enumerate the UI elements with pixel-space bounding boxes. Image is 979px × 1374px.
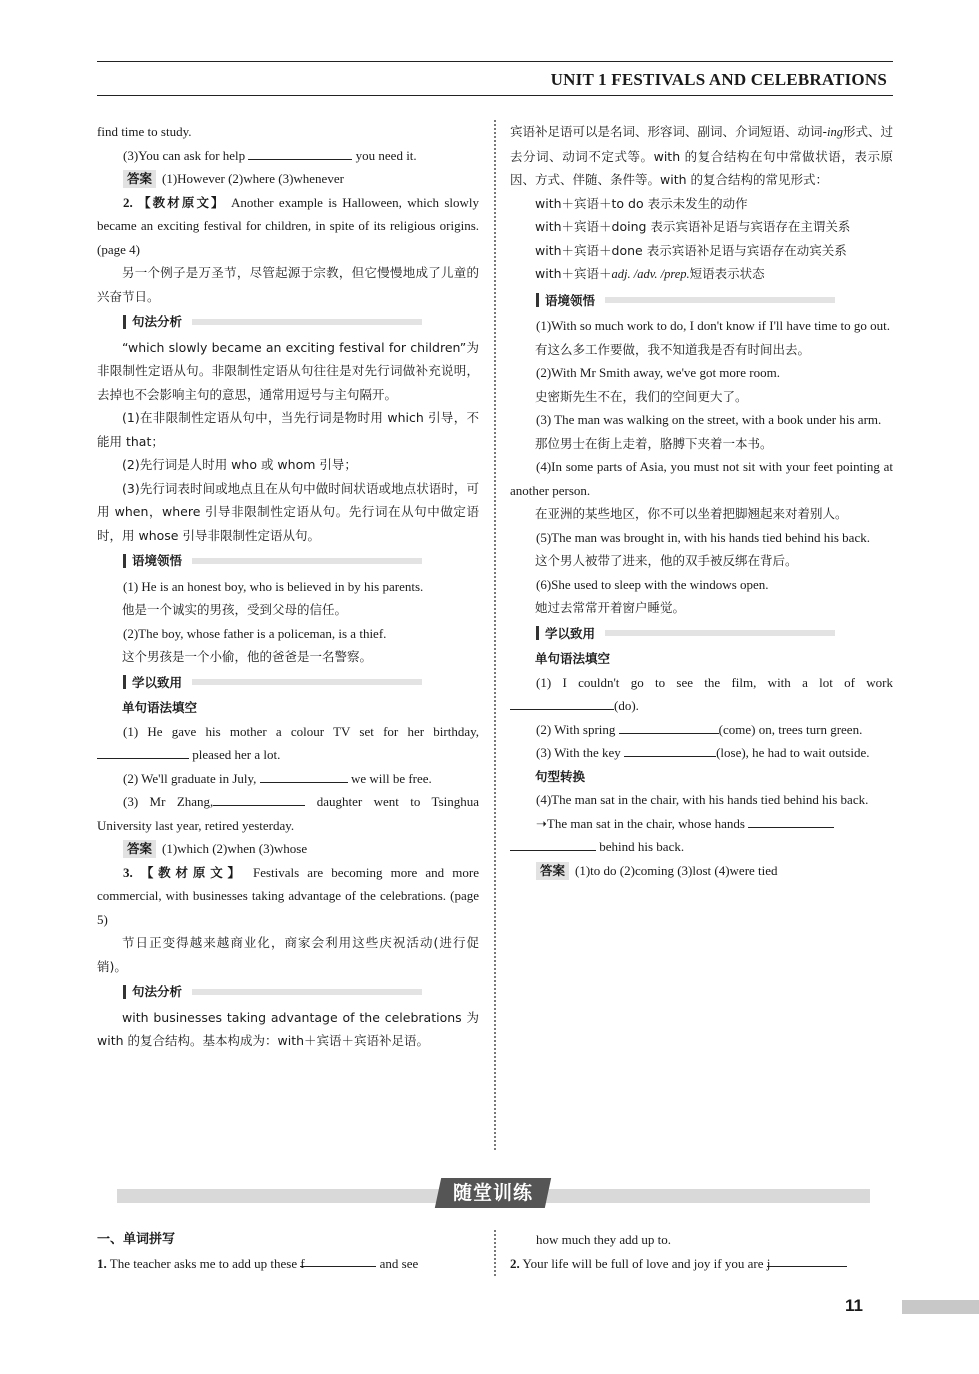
answer-line: 答案 (1)However (2)where (3)whenever	[97, 167, 479, 191]
text-line: find time to study.	[97, 124, 192, 139]
question-3-line: (3)You can ask for help you need it.	[97, 144, 479, 168]
exercise-question: (2) We'll graduate in July, we will be free.	[97, 767, 479, 791]
answer-blank[interactable]	[624, 742, 716, 757]
example-zh: 他是一个诚实的男孩，受到父母的信任。	[122, 602, 348, 617]
exercise-right	[510, 1228, 893, 1276]
unit-title: UNIT 1 FESTIVALS AND CELEBRATIONS	[550, 70, 887, 89]
syntax-paragraph: “which slowly became an exciting festival for children”为非限制性定语从句。非限制性定语从句往往是对先行词做补充说明，去掉也不会影响主句的意思，通常用逗号与主句隔开。	[97, 339, 479, 402]
textbook-quote-3: 3. 【教材原文】 Festivals are becoming more and more commercial, with businesses taking advantage of the celebrations. (page 5)	[97, 864, 479, 927]
page-number: 11	[845, 1296, 863, 1315]
example-zh: 那位男士在街上走着，胳膊下夹着一本书。	[535, 435, 773, 451]
banner-title: 随堂训练	[452, 1182, 533, 1204]
example-en: (2)The boy, whose father is a policeman, is a thief.	[123, 625, 387, 641]
exercise-rewrite-cont: behind his back.	[510, 835, 893, 859]
column-divider	[494, 1230, 496, 1276]
exercise-subheading: 单句语法填空	[122, 700, 198, 715]
exercise-question: (4)The man sat in the chair, with his hands tied behind his back.	[536, 792, 869, 807]
syntax-paragraph: with businesses taking advantage of the celebrations 为 with 的复合结构。基本构成为：with＋宾语＋宾语补足语。	[97, 1009, 479, 1048]
answer-blank[interactable]	[748, 813, 834, 828]
section-label-practice: 学以致用	[123, 671, 479, 695]
example-zh: 史密斯先生不在，我们的空间更大了。	[535, 388, 748, 404]
example-zh: 她过去常常开着窗户睡觉。	[535, 600, 686, 615]
page-bar	[902, 1300, 979, 1314]
exercise-left	[97, 1228, 479, 1276]
left-column	[97, 120, 479, 1053]
right-column	[510, 120, 893, 882]
column-divider	[494, 120, 496, 1150]
answer-tag: 答案	[123, 170, 156, 188]
translation: 节日正变得越来越商业化，商家会利用这些庆祝活动(进行促销)。	[97, 935, 479, 974]
example-zh: 有这么多工作要做，我不知道我是否有时间出去。	[535, 341, 811, 357]
with-form: with＋宾语＋doing 表示宾语补足语与宾语存在主谓关系	[535, 219, 851, 234]
syntax-paragraph: (2)先行词是人时用 who 或 whom 引导；	[122, 457, 357, 472]
example-en: (6)She used to sleep with the windows open.	[536, 576, 769, 592]
answer-blank[interactable]	[97, 744, 189, 759]
syntax-paragraph: (1)在非限制性定语从句中，当先行词是物时用 which 引导，不能用 that；	[97, 410, 479, 449]
answer-blank[interactable]	[510, 695, 614, 710]
section-label-syntax: 句法分析	[123, 310, 479, 334]
syntax-paragraph: (3)先行词表时间或地点且在从句中做时间状语或地点状语时，可用 when，where 引导非限制性定语从句。先行词在从句中做定语时，用 whose 引导非限制性定语从句。	[97, 480, 479, 543]
exercise-rewrite: ➝The man sat in the chair, whose hands	[510, 812, 893, 836]
exercise-subheading: 单句语法填空	[535, 651, 611, 666]
textbook-quote-2: 2. 【教材原文】 Another example is Halloween, which slowly became an exciting festival for children, in spite of its religious origins. (page 4)	[97, 194, 479, 257]
answer-tag: 答案	[536, 862, 569, 880]
answer-line: 答案 (1)to do (2)coming (3)lost (4)were tied	[510, 859, 893, 883]
example-zh: 这个男人被带了进来，他的双手被反绑在背后。	[535, 553, 798, 568]
exercise-question-2: 2. Your life will be full of love and joy if you are j	[510, 1252, 893, 1276]
header-rule-top	[97, 61, 893, 62]
exercise-question: (3) With the key (lose), he had to wait outside.	[510, 741, 893, 765]
header-rule-bottom	[97, 95, 893, 96]
arrow-icon: ➝	[536, 815, 547, 831]
answer-blank[interactable]	[248, 145, 352, 160]
exercise-question: (2) With spring (come) on, trees turn green.	[510, 718, 893, 742]
exercise-question-1-cont: how much they add up to.	[536, 1232, 672, 1247]
example-en: (3) The man was walking on the street, with a book under his arm.	[536, 412, 882, 427]
exercise-subheading: 句型转换	[535, 768, 586, 784]
section-label-syntax: 句法分析	[123, 980, 479, 1004]
exercise-question-1: 1. The teacher asks me to add up these f and see	[97, 1252, 479, 1276]
answer-tag: 答案	[123, 840, 156, 858]
with-form: with＋宾语＋to do 表示未发生的动作	[535, 195, 748, 211]
answer-blank[interactable]: j	[767, 1252, 847, 1267]
answer-blank[interactable]	[619, 719, 719, 734]
example-zh: 在亚洲的某些地区，你不可以坐着把脚翘起来对着别人。	[535, 506, 848, 521]
with-form: with＋宾语＋done 表示宾语补足语与宾语存在动宾关系	[535, 242, 847, 258]
example-en: (5)The man was brought in, with his hands tied behind his back.	[536, 529, 870, 545]
answer-blank[interactable]	[510, 836, 596, 851]
answer-blank[interactable]	[213, 791, 305, 806]
answer-blank[interactable]	[260, 768, 348, 783]
example-zh: 这个男孩是一个小偷，他的爸爸是一名警察。	[122, 649, 373, 664]
exercise-question: (1) He gave his mother a colour TV set for her birthday, pleased her a lot.	[97, 720, 479, 767]
section-label-context: 语境领悟	[536, 289, 893, 313]
example-en: (1) He is an honest boy, who is believed in by his parents.	[123, 578, 424, 594]
example-en: (4)In some parts of Asia, you must not sit with your feet pointing at another person.	[510, 459, 893, 498]
text-paragraph: 宾语补足语可以是名词、形容词、副词、介词短语、动词-ing形式、过去分词、动词不定式等。with 的复合结构在句中常做状语，表示原因、方式、伴随、条件等。with 的复合结构的常见形式：	[510, 124, 894, 187]
section-label-context: 语境领悟	[123, 549, 479, 573]
section-label-practice: 学以致用	[536, 622, 893, 646]
exercise-heading: 一、单词拼写	[97, 1232, 176, 1247]
translation: 另一个例子是万圣节，尽管起源于宗教，但它慢慢地成了儿童的兴奋节日。	[97, 265, 479, 304]
exercise-question: (1) I couldn't go to see the film, with a lot of work (do).	[510, 671, 893, 718]
example-en: (1)With so much work to do, I don't know if I'll have time to go out.	[536, 318, 891, 333]
answer-line: 答案 (1)which (2)when (3)whose	[97, 837, 479, 861]
example-en: (2)With Mr Smith away, we've got more room.	[536, 365, 780, 380]
exercise-question: (3) Mr Zhang, daughter went to Tsinghua University last year, retired yesterday.	[97, 790, 479, 837]
with-form: with＋宾语＋adj. /adv. /prep.短语表示状态	[535, 266, 765, 281]
answer-blank[interactable]: f	[300, 1252, 376, 1267]
